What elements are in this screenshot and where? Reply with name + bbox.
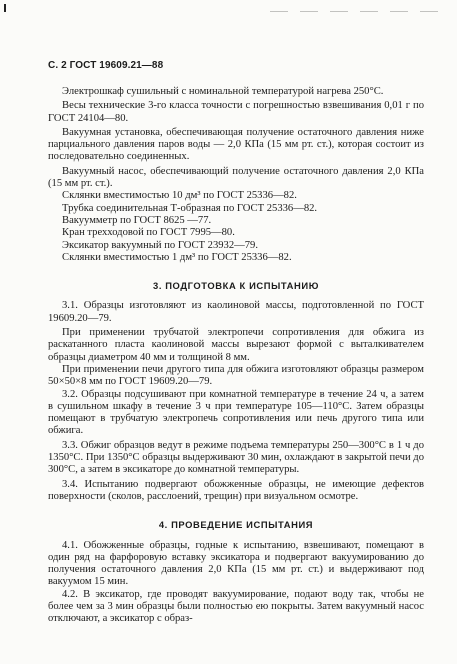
equipment-paragraph: Вакуумная установка, обеспечивающая получение остаточного давления ниже парциального давления паров воды — 2,0 КПа (15 мм рт. ст.), которая состоит из последовательно соединенных.	[48, 126, 424, 163]
top-rule	[270, 11, 446, 12]
equipment-item: Вакуумметр по ГОСТ 8625 —77.	[62, 214, 212, 226]
equipment-item: Склянки вместимостью 10 дм³ по ГОСТ 25336—82.	[62, 190, 297, 202]
equipment-item: Кран трехходовой по ГОСТ 7995—80.	[62, 227, 235, 239]
section-paragraph: При применении трубчатой электропечи сопротивления для обжига из раскатанного пласта каолиновой массы вырезают формой с выталкивателем образцы диаметром 40 мм и толщиной 8 мм.	[48, 327, 424, 363]
section-paragraph: При применении печи другого типа для обжига изготовляют образцы размером 50×50×8 мм по ГОСТ 19609.20—79.	[48, 363, 424, 388]
section-paragraph: 3.1. Образцы изготовляют из каолиновой массы, подготовленной по ГОСТ 19609.20—79.	[48, 300, 424, 324]
section-paragraph: 3.3. Обжиг образцов ведут в режиме подъема температуры 250—300°С в 1 ч до 1350°С. При 1350°С образцы выдерживают 30 мин, охлаждают в закрытой печи до 300°С, а затем в эксикаторе до комнатной температуры.	[48, 439, 424, 476]
equipment-paragraph: Вакуумный насос, обеспечивающий получение остаточного давления 2,0 КПа (15 мм рт. ст.).	[48, 165, 424, 190]
equipment-item: Эксикатор вакуумный по ГОСТ 23932—79.	[62, 239, 258, 251]
equipment-item: Трубка соединительная Т-образная по ГОСТ 25336—82.	[62, 202, 318, 214]
section-paragraph: 4.1. Обожженные образцы, годные к испытанию, взвешивают, помещают в один ряд на фарфоровую вставку эксикатора и подвергают вакуумированию до получения остаточного давления 2,0 КПа (15 мм рт. ст.) и выдерживают под вакуумом 15 мин.	[48, 539, 424, 588]
page-header: С. 2 ГОСТ 19609.21—88	[48, 60, 164, 71]
equipment-paragraph: Электрошкаф сушильный с номинальной температурой нагрева 250°С.	[62, 86, 384, 97]
corner-mark	[4, 4, 6, 12]
equipment-paragraph: Весы технические 3-го класса точности с погрешностью взвешивания 0,01 г по ГОСТ 24104—80.	[48, 100, 424, 124]
section-paragraph: 3.4. Испытанию подвергают обожженные образцы, не имеющие дефектов поверхности (сколов, расслоений, трещин) при визуальном осмотре.	[48, 478, 424, 502]
section-paragraph: 4.2. В эксикатор, где проводят вакуумирование, подают воду так, чтобы не более чем за 3 мин образцы были полностью ею покрыты. Затем вакуумный насос отключают, а эксикатор с образ-	[48, 588, 424, 625]
section-title: 3. ПОДГОТОВКА К ИСПЫТАНИЮ	[153, 280, 319, 292]
equipment-item: Склянки вместимостью 1 дм³ по ГОСТ 25336—82.	[62, 251, 292, 263]
section-title: 4. ПРОВЕДЕНИЕ ИСПЫТАНИЯ	[158, 519, 314, 531]
document-body	[48, 86, 424, 626]
section-paragraph: 3.2. Образцы подсушивают при комнатной температуре в течение 24 ч, а затем в сушильном шкафу в течение 3 ч при температуре 105—110°С. Затем образцы помещают в трубчатую электропечь сопротивления или печь другого типа или обжига.	[48, 388, 424, 437]
